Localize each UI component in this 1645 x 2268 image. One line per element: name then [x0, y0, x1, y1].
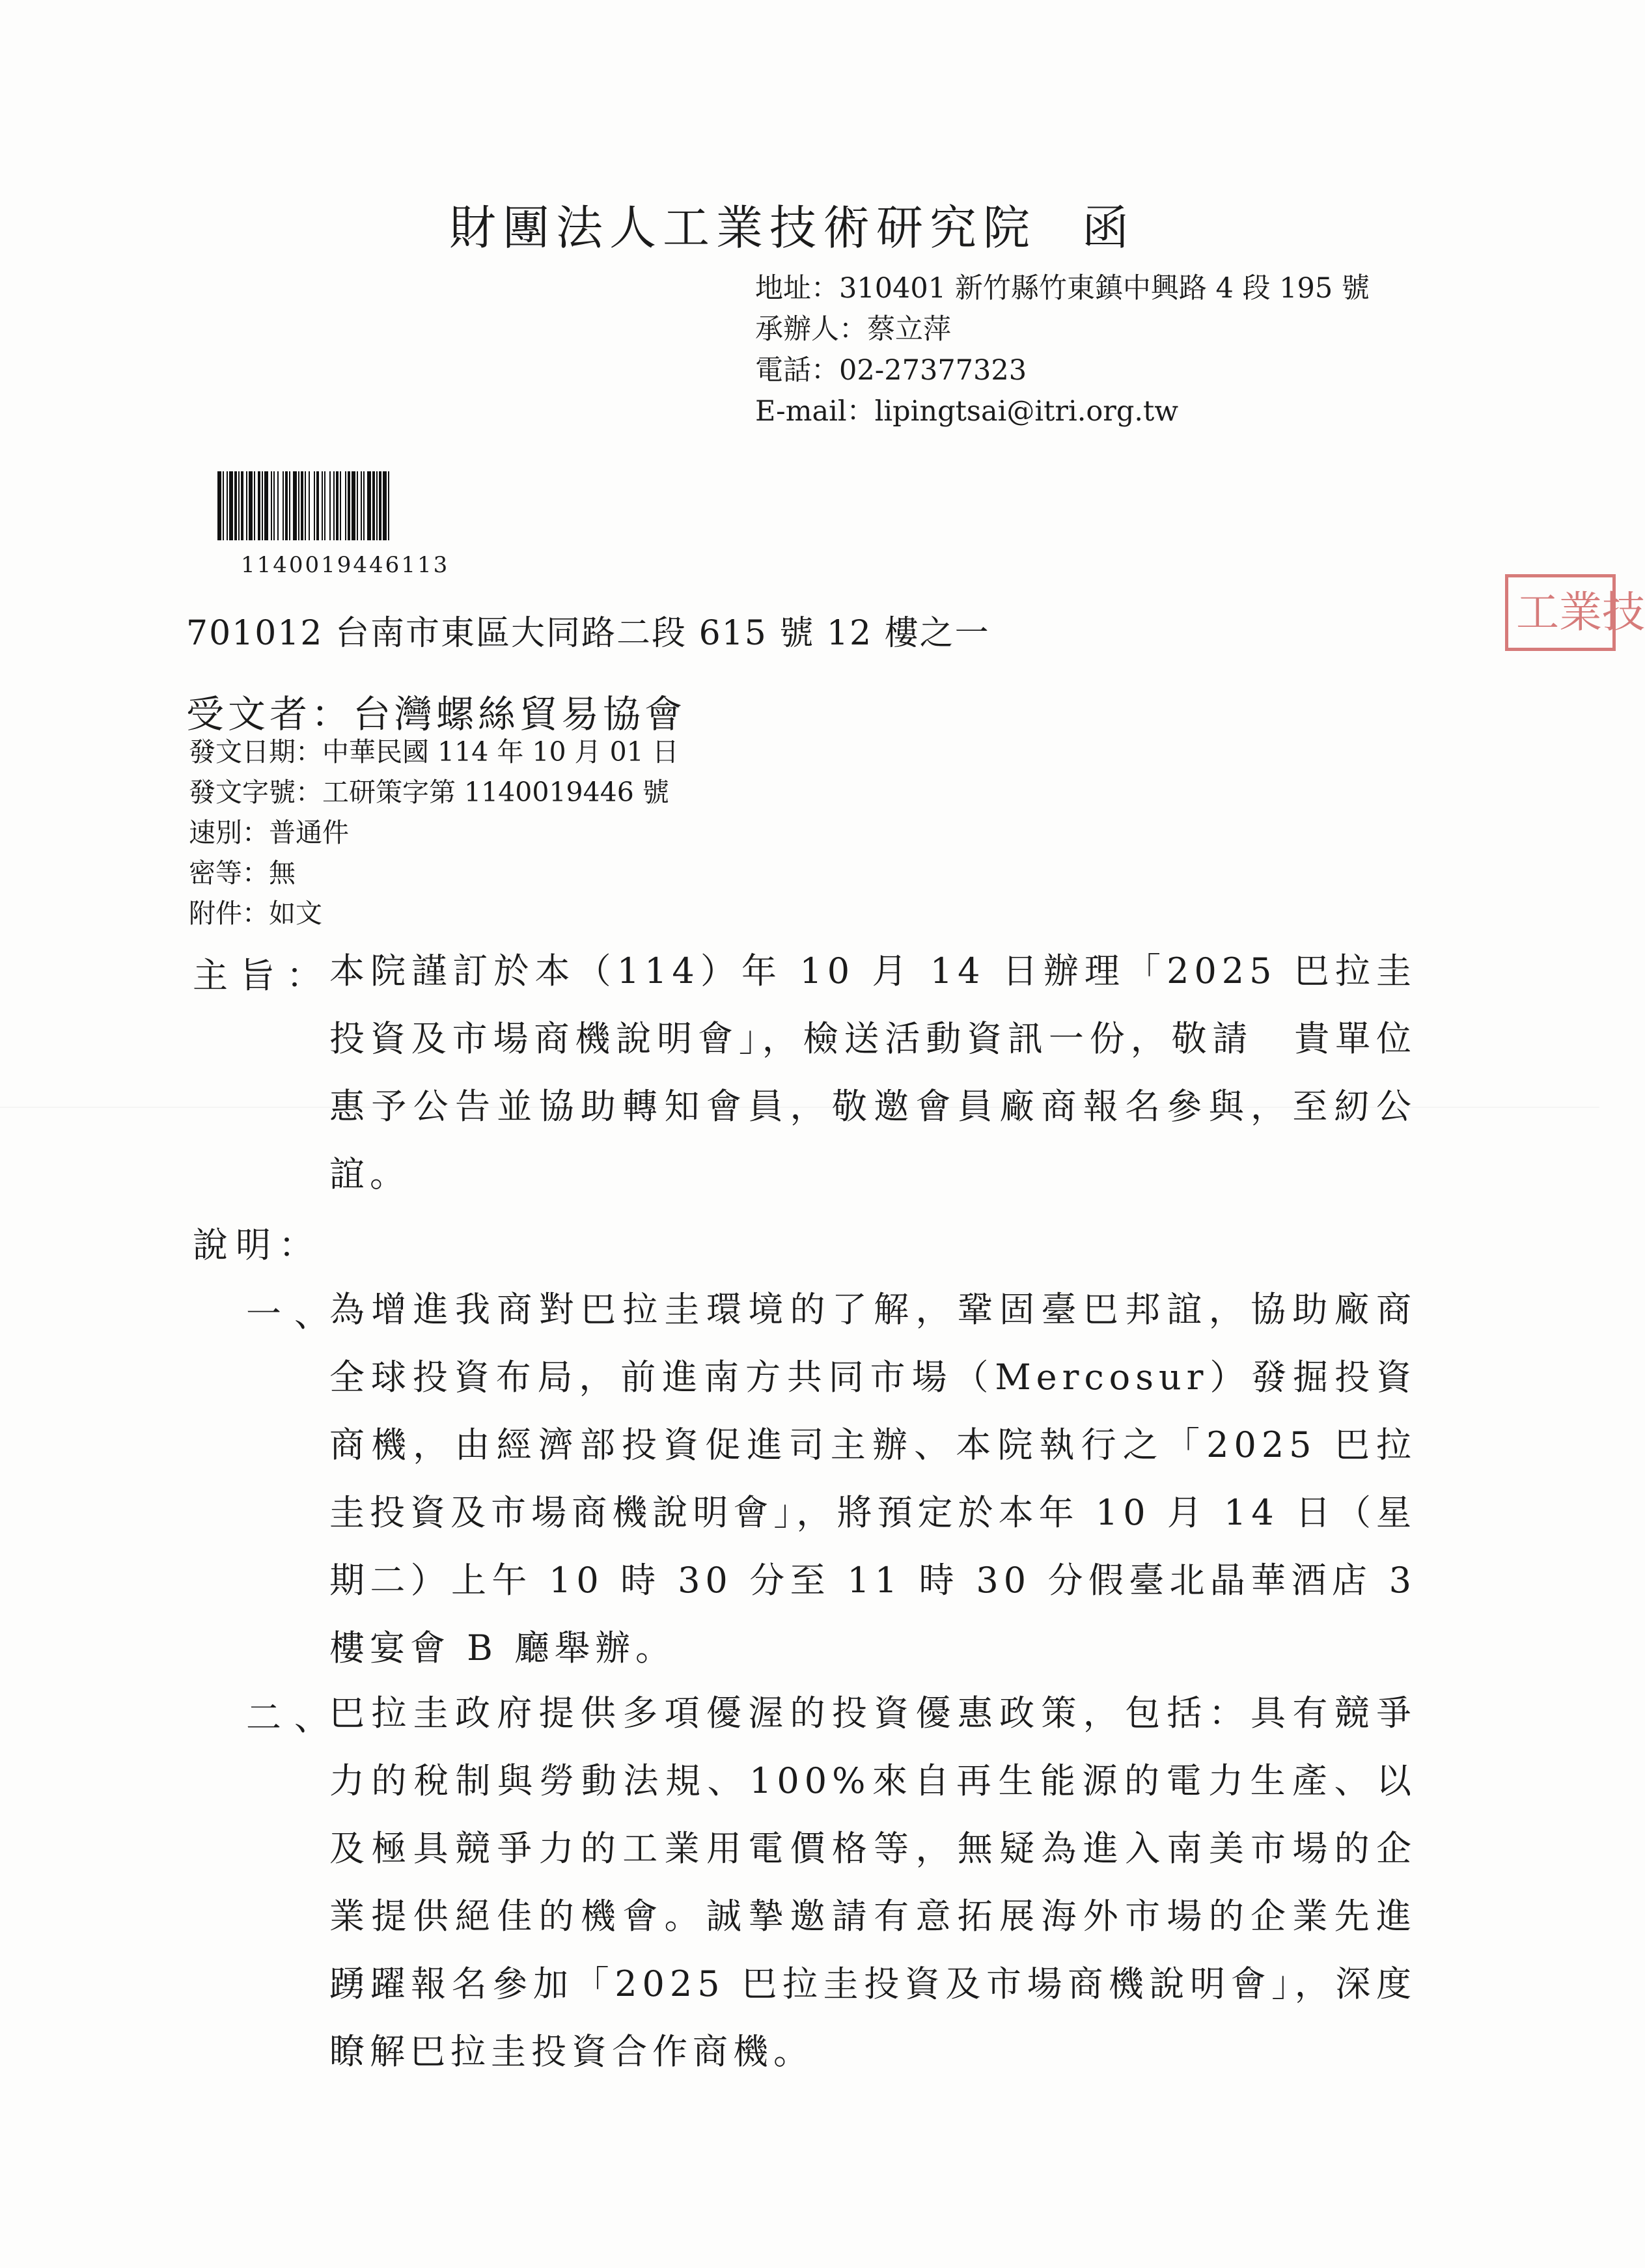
- barcode-bar: [324, 471, 325, 540]
- description-item: 巴拉圭政府提供多項優渥的投資優惠政策，包括：具有競爭力的稅制與勞動法規、100%來自再生能源的電力生產、以及極具競爭力的工業用電價格等，無疑為進入南美市場的企業提供絕佳的機會。誠摯邀請有意拓展海外市場的企業先進踴躍報名參加「2025 巴拉圭投資及市場商機說明會」，深度瞭解巴拉圭投資合作商機。: [329, 1693, 1417, 2072]
- document-number: 發文字號：工研策字第 1140019446 號: [189, 777, 669, 808]
- barcode-bar: [348, 471, 350, 540]
- attachment-note: 附件：如文: [189, 898, 322, 929]
- barcode-bar: [357, 471, 358, 540]
- barcode-bar: [217, 471, 221, 540]
- barcode-bar: [352, 471, 355, 540]
- barcode-bar: [372, 471, 375, 540]
- barcode-bar: [273, 471, 275, 540]
- barcode-bar: [316, 471, 319, 540]
- barcode-bar: [234, 471, 237, 540]
- delivery-speed: 速別：普通件: [189, 817, 349, 848]
- item-number: 一、: [246, 1293, 342, 1335]
- barcode-bar: [367, 471, 371, 540]
- barcode-bar: [246, 471, 247, 540]
- subject-text: 本院謹訂於本（114）年 10 月 14 日辦理「2025 巴拉圭投資及市場商機說明會」，檢送活動資訊一份，敬請 貴單位惠予公告並協助轉知會員，敬邀會員廠商報名參與，至紉公誼。: [329, 950, 1417, 1195]
- barcode-bar: [227, 471, 228, 540]
- organization-name: 財團法人工業技術研究院: [449, 201, 1037, 255]
- barcode-bar: [363, 471, 365, 540]
- description-label: 說明：: [193, 1224, 322, 1265]
- barcode-bar: [271, 471, 272, 540]
- recipient-name: 受文者：台灣螺絲貿易協會: [186, 692, 687, 736]
- barcode-block: [217, 471, 458, 578]
- sender-email: E-mail：lipingtsai@itri.org.tw: [755, 395, 1179, 428]
- barcode-bar: [379, 471, 381, 540]
- barcode-bar: [293, 471, 297, 540]
- barcode-bar: [229, 471, 233, 540]
- barcode-bar: [249, 471, 253, 540]
- subject-label: 主旨：: [193, 955, 333, 996]
- barcode-bar: [361, 471, 362, 540]
- barcode-bar: [298, 471, 299, 540]
- sender-info: [755, 268, 1370, 432]
- barcode-bar: [258, 471, 260, 540]
- document-meta: [189, 732, 679, 933]
- barcode-bar: [314, 471, 315, 540]
- barcode-bar: [289, 471, 290, 540]
- barcode-bar: [376, 471, 378, 540]
- barcode-bar: [283, 471, 284, 540]
- barcode-bar: [223, 471, 224, 540]
- item-number: 二、: [246, 1697, 342, 1738]
- barcode-bar: [238, 471, 240, 540]
- barcode-bar: [305, 471, 306, 540]
- barcode-bar: [333, 471, 335, 540]
- issue-date: 發文日期：中華民國 114 年 10 月 01 日: [189, 736, 679, 768]
- barcode-bar: [241, 471, 243, 540]
- barcode-image: [217, 471, 458, 540]
- barcode-bar: [254, 471, 255, 540]
- barcode-bar: [345, 471, 346, 540]
- sender-phone: 電話：02-27377323: [755, 354, 1027, 387]
- barcode-bar: [340, 471, 341, 540]
- barcode-bar: [383, 471, 387, 540]
- barcode-bar: [329, 471, 331, 540]
- barcode-bar: [262, 471, 263, 540]
- barcode-bar: [264, 471, 268, 540]
- secrecy-level: 密等：無: [189, 857, 296, 889]
- barcode-number: 1140019446113: [241, 552, 450, 578]
- recipient-address: 701012 台南市東區大同路二段 615 號 12 樓之一: [186, 614, 990, 653]
- sender-handler: 承辦人：蔡立萍: [755, 313, 951, 346]
- barcode-bar: [301, 471, 303, 540]
- sender-address: 地址：310401 新竹縣竹東鎮中興路 4 段 195 號: [755, 272, 1370, 305]
- red-seal-stamp: 工業技: [1505, 574, 1616, 651]
- document-title: [449, 190, 1135, 258]
- barcode-bar: [285, 471, 288, 540]
- barcode-bar: [336, 471, 339, 540]
- barcode-bar: [322, 471, 323, 540]
- barcode-bar: [388, 471, 389, 540]
- barcode-bar: [309, 471, 310, 540]
- description-item: 為增進我商對巴拉圭環境的了解，鞏固臺巴邦誼，協助廠商全球投資布局，前進南方共同市場（Mercosur）發掘投資商機，由經濟部投資促進司主辦、本院執行之「2025 巴拉圭投資及市場商機說明會」，將預定於本年 10 月 14 日（星期二）上午 10 時 30 分至 11 時 30 分假臺北晶華酒店 3 樓宴會 B 廳舉辦。: [329, 1289, 1417, 1668]
- document-type: 函: [1082, 201, 1136, 255]
- barcode-bar: [277, 471, 279, 540]
